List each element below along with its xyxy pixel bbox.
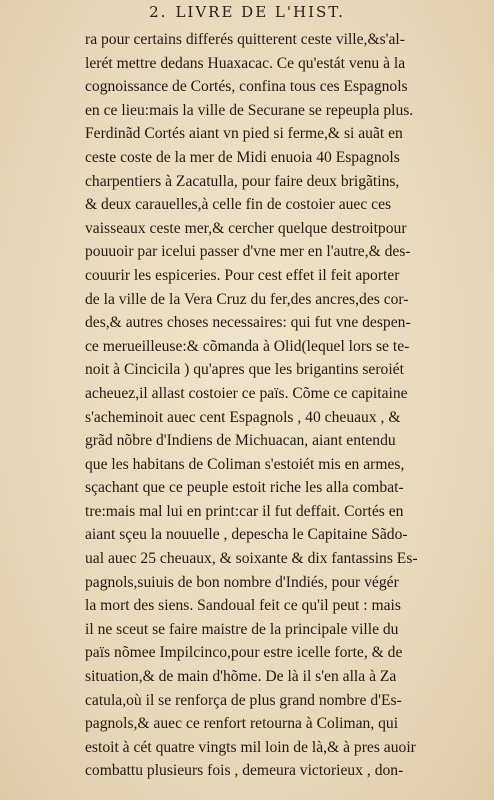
text-line: de la ville de la Vera Cruz du fer,des ancres,des cor-	[85, 290, 409, 308]
running-header	[0, 3, 494, 21]
text-line: pouuoir par icelui passer d'vne mer en l'autre,& des-	[85, 243, 411, 261]
text-line: que les habitans de Coliman s'estoiét mis en armes,	[85, 455, 405, 473]
text-line: aiant sçeu la nouuelle , depescha le Capitaine Sãdo-	[85, 526, 408, 544]
text-line: il ne sceut se faire maistre de la principale ville du	[85, 620, 399, 638]
text-line: cognoissance de Cortés, confina tous ces Espagnols	[85, 78, 408, 96]
text-line: lerét mettre dedans Huaxacac. Ce qu'estát venu à la	[85, 54, 406, 72]
text-line: ce merueilleuse:& cõmanda à Olid(lequel lors se te-	[85, 337, 410, 355]
text-line: pagnols,& auec ce renfort retourna à Coliman, qui	[85, 715, 399, 733]
text-line: noit à Cincicila ) qu'apres que les brigantins seroiét	[85, 361, 404, 379]
text-line: la mort des siens. Sandoual feit ce qu'il peut : mais	[85, 597, 401, 615]
text-line: tre:mais mal lui en print:car il fut deffait. Cortés en	[85, 502, 404, 520]
text-line: s'acheminoit auec cent Espagnols , 40 cheuaux , &	[85, 408, 401, 426]
text-line: situation,& de main d'hõme. De là il s'en alla à Za	[85, 668, 397, 686]
text-line: couurir les espiceries. Pour cest effet il feit aporter	[85, 266, 400, 284]
text-line: vaisseaux ceste mer,& cercher quelque destroitpour	[85, 219, 407, 237]
text-line: sçachant que ce peuple estoit riche les alla combat-	[85, 479, 404, 497]
text-line: ra pour certains differés quitterent ceste ville,&s'al-	[85, 31, 405, 48]
text-line: pagnols,suiuis de bon nombre d'Indiés, pour végér	[85, 573, 399, 591]
text-line: catula,où il se renforça de plus grand nombre d'Es-	[85, 691, 402, 709]
text-line: combattu plusieurs fois , demeura victorieux , don-	[85, 762, 404, 780]
page-number: 2.	[149, 3, 168, 21]
text-line: acheuez,il allast costoier ce païs. Cõme ce capitaine	[85, 384, 408, 402]
text-line: des,& autres choses necessaires: qui fut vne despen-	[85, 314, 411, 332]
text-line: Ferdinãd Cortés aiant vn pied si ferme,& si auãt en	[85, 125, 403, 143]
text-line: païs nõmee Impilcinco,pour estre icelle forte, & de	[85, 644, 403, 662]
text-line: charpentiers à Zacatulla, pour faire deux brigãtins,	[85, 172, 400, 190]
running-title: LIVRE DE L'HIST.	[175, 3, 345, 21]
body-text	[85, 28, 455, 783]
text-line: en ce lieu:mais la ville de Securane se repeupla plus.	[85, 101, 414, 119]
text-line: estoit à cét quatre vingts mil loin de là,& à pres auoir	[85, 738, 416, 756]
text-line: ceste coste de la mer de Midi enuoia 40 Espagnols	[85, 148, 400, 166]
text-line: ual auec 25 cheuaux, & soixante & dix fantassins Es-	[85, 550, 418, 568]
text-line: grãd nõbre d'Indiens de Michuacan, aiant entendu	[85, 432, 396, 450]
text-line: & deux carauelles,à celle fin de costoier auec ces	[85, 196, 392, 214]
